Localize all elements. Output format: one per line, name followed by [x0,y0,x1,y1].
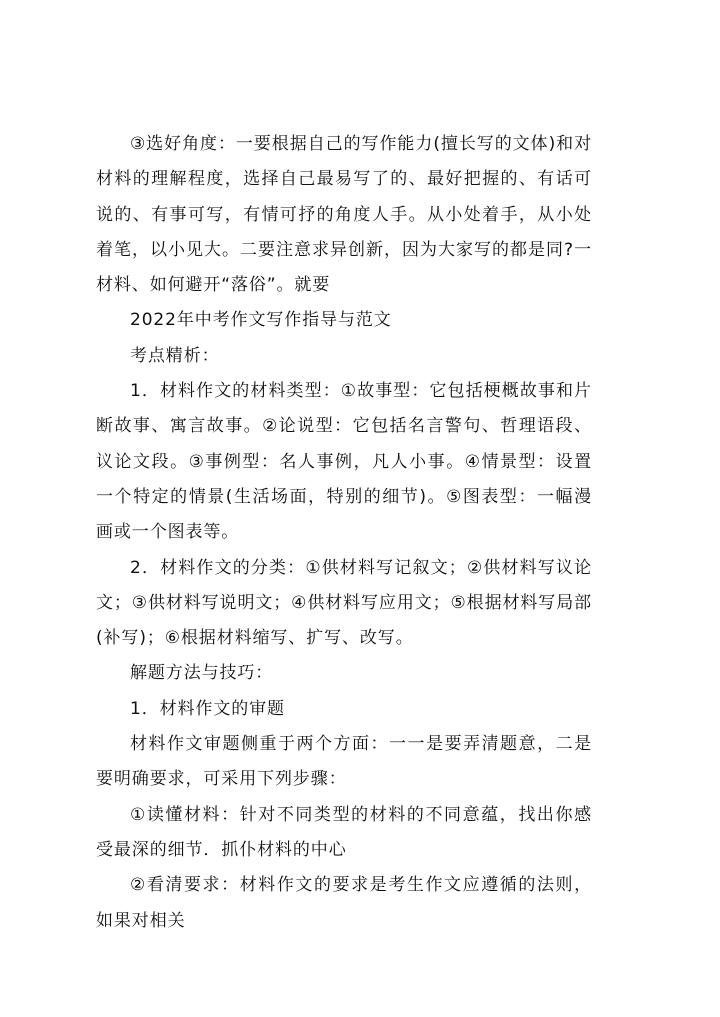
paragraph-material-types: 1．材料作文的材料类型：①故事型：它包括梗概故事和片断故事、寓言故事。②论说型：它包括名言警句、哲理语段、议论文段。③事例型：名人事例，凡人小事。④情景型：设置一个特定的情景(生活场面，特别的细节)。⑤图表型：一幅漫画或一个图表等。 [96,381,592,543]
paragraph-choose-angle: ③选好角度：一要根据自己的写作能力(擅长写的文体)和对材料的理解程度，选择自己最易写了的、最好把握的、有话可说的、有事可写，有情可抒的角度人手。从小处着手，从小处着笔，以小见大。二要注意求异创新，因为大家写的都是同?一材料、如何避开“落俗”。就要 [96,134,592,296]
paragraph-read-requirements: ②看清要求：材料作文的要求是考生作文应遵循的法则，如果对相关 [96,875,592,931]
paragraph-review-aspects: 材料作文审题侧重于两个方面：一一是要弄清题意，二是要明确要求，可采用下列步骤： [96,734,592,790]
paragraph-methods-heading: 解题方法与技巧： [130,663,274,684]
document-body [0,127,720,939]
paragraph-review-heading: 1．材料作文的审题 [130,698,285,719]
paragraph-material-classification: 2．材料作文的分类：①供材料写记叙文；②供材料写议论文；③供材料写说明文；④供材料写应用文；⑤根据材料写局部(补写)；⑥根据材料缩写、扩写、改写。 [96,557,592,649]
paragraph-key-points: 考点精析： [130,345,220,366]
paragraph-read-material: ①读懂材料：针对不同类型的材料的不同意蕴，找出你感受最深的细节．抓仆材料的中心 [96,804,592,860]
paragraph-heading-title: 2022年中考作文写作指导与范文 [130,310,392,331]
